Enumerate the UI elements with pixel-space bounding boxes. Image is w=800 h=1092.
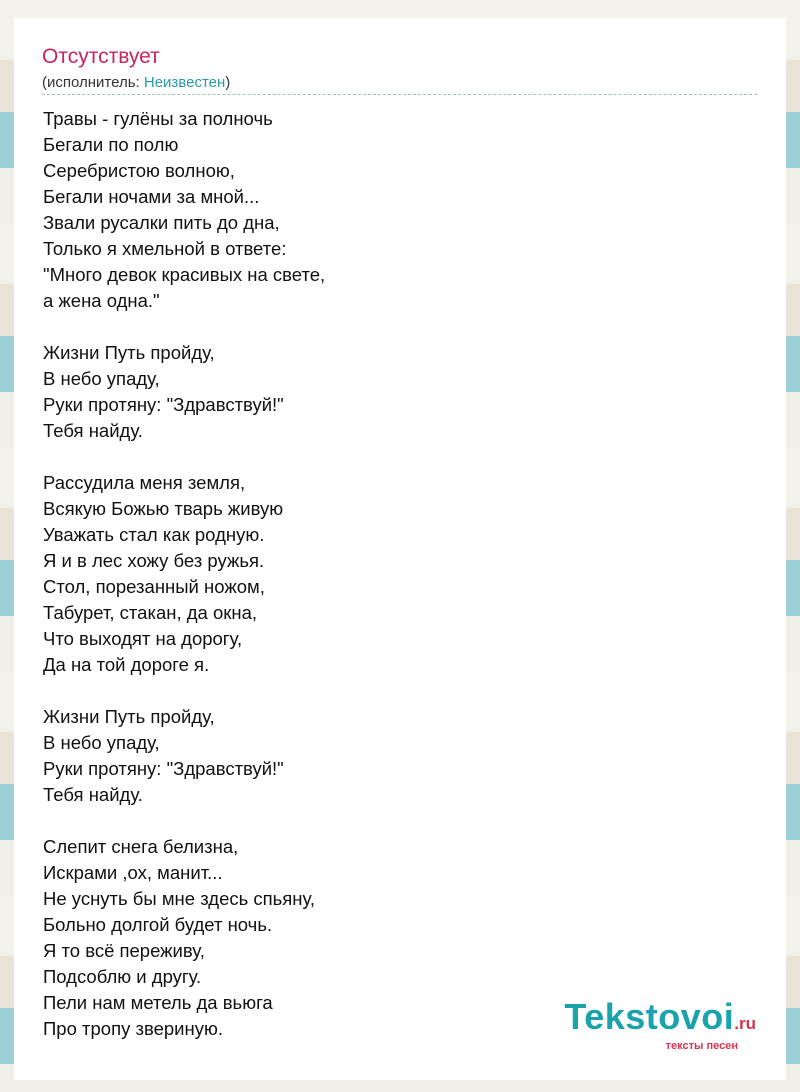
lyric-line: Слепит снега белизна, <box>43 836 239 857</box>
lyric-line: Руки протяну: "Здравствуй!" <box>43 758 284 779</box>
logo-wordmark <box>564 996 756 1042</box>
lyric-line: Не уснуть бы мне здесь спьяну, <box>43 888 316 909</box>
artist-prefix: (исполнитель: <box>42 74 144 91</box>
lyric-line: Травы - гулёны за полночь <box>43 108 273 129</box>
lyric-line: "Много девок красивых на свете, <box>43 264 326 285</box>
logo-domain: .ru <box>734 1014 756 1033</box>
lyric-line: Жизни Путь пройду, <box>43 342 215 363</box>
lyrics-text <box>43 106 743 1068</box>
lyric-line: Звали русалки пить до дна, <box>43 212 280 233</box>
lyric-line: В небо упаду, <box>43 368 160 389</box>
lyric-line: Табурет, стакан, да окна, <box>43 602 257 623</box>
lyrics-card <box>14 18 786 1080</box>
lyric-line: Рассудила меня земля, <box>43 472 246 493</box>
artist-suffix: ) <box>225 74 231 91</box>
lyric-line: Тебя найду. <box>43 784 143 805</box>
lyric-line: а жена одна." <box>43 290 160 311</box>
site-logo[interactable] <box>564 996 756 1052</box>
lyric-line: Бегали по полю <box>43 134 179 155</box>
lyric-line: Всякую Божью тварь живую <box>43 498 284 519</box>
song-title: Отсутствует <box>42 45 160 68</box>
lyric-line: Руки протяну: "Здравствуй!" <box>43 394 284 415</box>
lyric-line: Пели нам метель да вьюга <box>43 992 273 1013</box>
logo-name: Tekstovoi <box>564 996 735 1037</box>
lyric-line: Искрами ,ох, манит... <box>43 862 223 883</box>
logo-tagline: тексты песен <box>665 1040 738 1052</box>
stanza <box>43 470 743 678</box>
lyric-line: Подсоблю и другу. <box>43 966 202 987</box>
lyric-line: Больно долгой будет ночь. <box>43 914 273 935</box>
divider <box>42 94 757 95</box>
artist-link[interactable]: Неизвестен <box>143 74 226 91</box>
stanza <box>43 704 743 808</box>
lyric-line: Бегали ночами за мной... <box>43 186 260 207</box>
stanza <box>43 106 743 314</box>
lyric-line: Только я хмельной в ответе: <box>43 238 287 259</box>
stanza <box>43 340 743 444</box>
lyric-line: Про тропу звериную. <box>43 1018 223 1039</box>
lyric-line: Уважать стал как родную. <box>43 524 265 545</box>
lyric-line: В небо упаду, <box>43 732 160 753</box>
lyric-line: Я то всё переживу, <box>43 940 205 961</box>
lyric-line: Я и в лес хожу без ружья. <box>43 550 265 571</box>
lyric-line: Тебя найду. <box>43 420 143 441</box>
lyric-line: Серебристою волною, <box>43 160 235 181</box>
artist-line <box>42 74 230 91</box>
lyric-line: Стол, порезанный ножом, <box>43 576 265 597</box>
lyric-line: Да на той дороге я. <box>43 654 210 675</box>
lyric-line: Что выходят на дорогу, <box>43 628 243 649</box>
lyric-line: Жизни Путь пройду, <box>43 706 215 727</box>
